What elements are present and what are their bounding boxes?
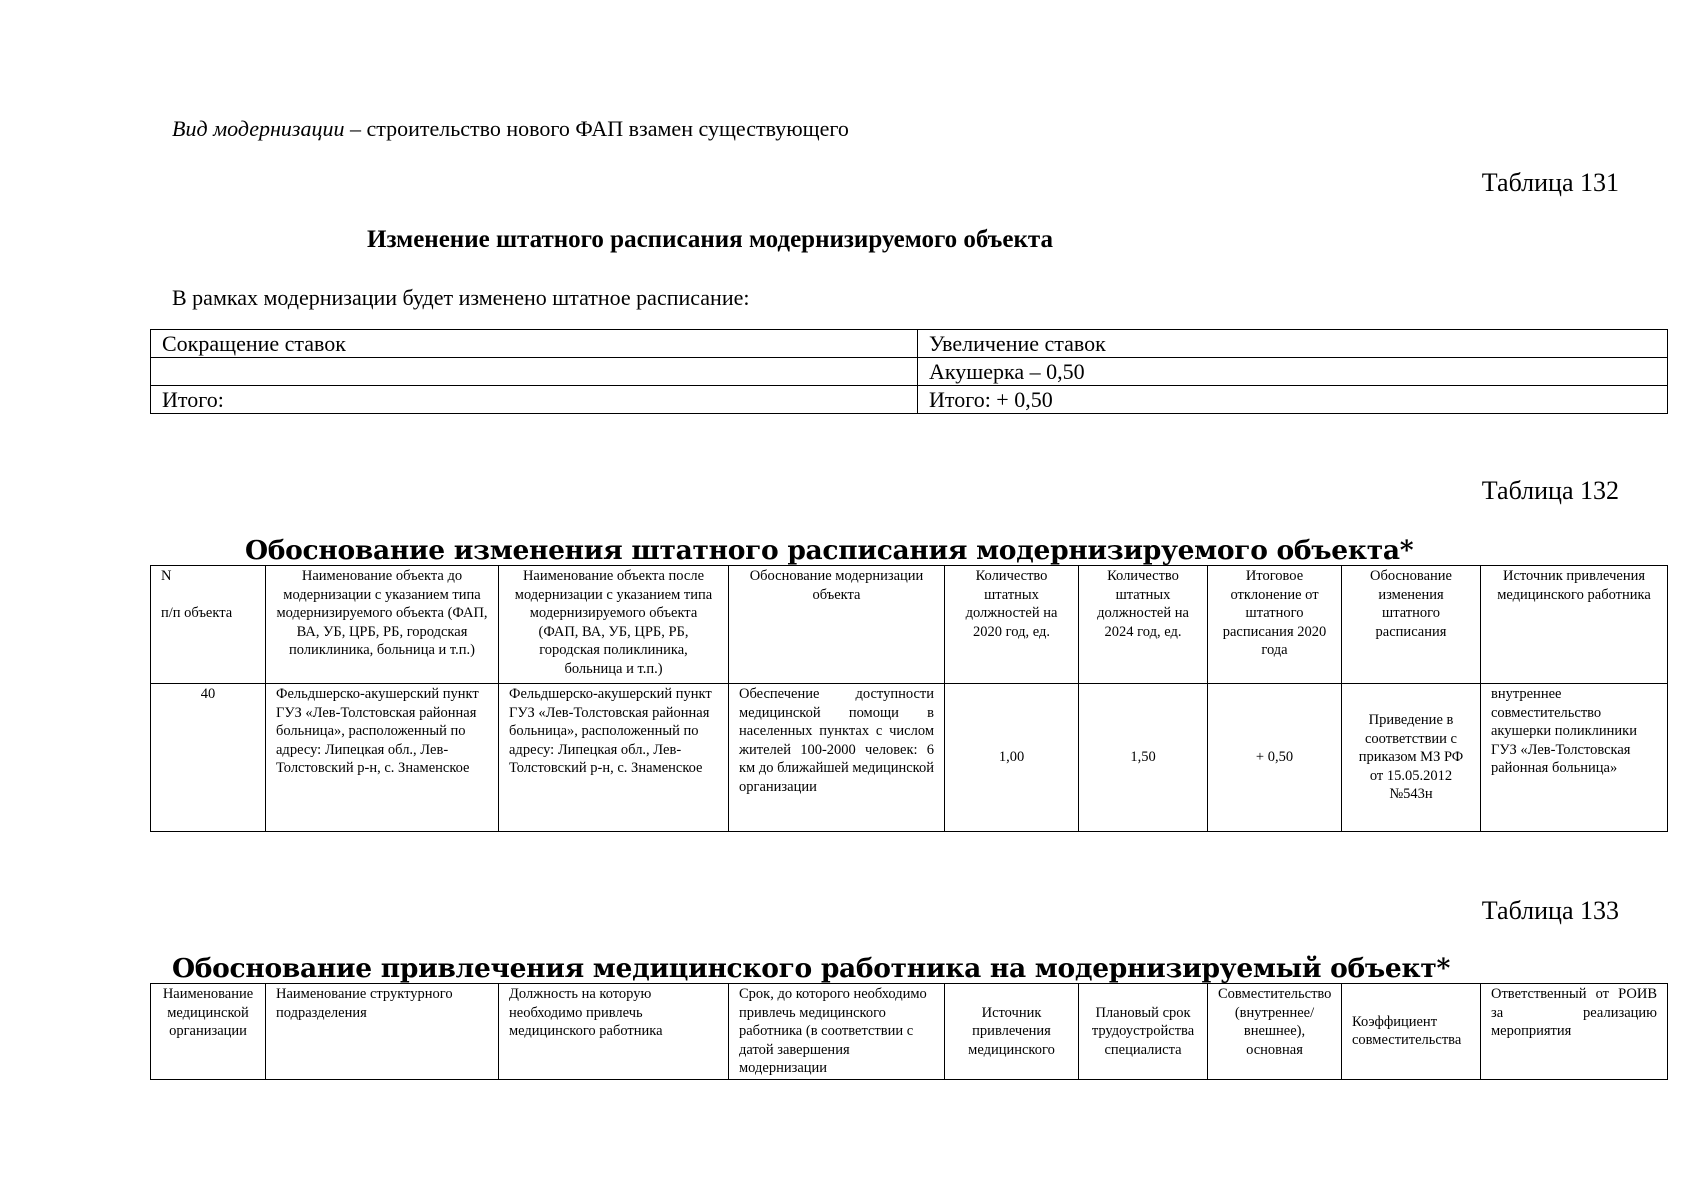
table-cell: Итого: [151, 386, 918, 414]
modernization-type-line [172, 116, 849, 142]
table-cell: Фельдшерско-акушерский пункт ГУЗ «Лев-Толстовская районная больница», расположенный по адресу: Липецкая обл., Лев-Толстовский р-н, с. Знаменское [499, 684, 729, 832]
table-131-intro: В рамках модернизации будет изменено штатное расписание: [172, 285, 750, 310]
table-cell: Сокращение ставок [151, 330, 918, 358]
table-row [151, 330, 1668, 358]
column-header: N п/п объекта [151, 566, 266, 684]
table-cell: + 0,50 [1208, 684, 1342, 832]
table-header-row [151, 984, 1668, 1080]
table-row [151, 358, 1668, 386]
modernization-type-label: Вид модернизации [172, 116, 345, 141]
table-cell: 40 [151, 684, 266, 832]
table-row [151, 386, 1668, 414]
table-131-title: Изменение штатного расписания модернизируемого объекта [367, 226, 1053, 253]
column-header: Наименование структурного подразделения [266, 984, 499, 1080]
modernization-type-value: – строительство нового ФАП взамен существующего [344, 116, 849, 141]
worker-attraction-table [150, 983, 1668, 1080]
column-header: Наименование объекта до модернизации с указанием типа модернизируемого объекта (ФАП, ВА, УБ, ЦРБ, РБ, городская поликлиника, больница и т.п.) [266, 566, 499, 684]
table-cell: Акушерка – 0,50 [918, 358, 1668, 386]
column-header: Плановый срок трудоустройства специалиста [1079, 984, 1208, 1080]
table-cell: Приведение в соответствии с приказом МЗ РФ от 15.05.2012 №543н [1342, 684, 1481, 832]
table-133-title: Обоснование привлечения медицинского работника на модернизируемый объект* [172, 953, 1451, 984]
table-cell: внутреннее совместительство акушерки поликлиники ГУЗ «Лев-Толстовская районная больница» [1481, 684, 1668, 832]
table-cell: Увеличение ставок [918, 330, 1668, 358]
table-cell: 1,50 [1079, 684, 1208, 832]
column-header: Коэффициент совместительства [1342, 984, 1481, 1080]
column-header: Срок, до которого необходимо привлечь медицинского работника (в соответствии с датой завершения модернизации [729, 984, 945, 1080]
column-header: Обоснование модернизации объекта [729, 566, 945, 684]
table-133-number: Таблица 133 [1481, 896, 1619, 925]
table-131-number: Таблица 131 [1481, 168, 1619, 197]
column-header: Количество штатных должностей на 2024 год, ед. [1079, 566, 1208, 684]
table-cell: Обеспечение доступности медицинской помощи в населенных пунктах с числом жителей 100-2000 человек: 6 км до ближайшей медицинской организации [729, 684, 945, 832]
table-cell: 1,00 [945, 684, 1079, 832]
table-row [151, 684, 1668, 832]
column-header: Итоговое отклонение от штатного расписания 2020 года [1208, 566, 1342, 684]
column-header: Источник привлечения медицинского работника [1481, 566, 1668, 684]
column-header: Наименование медицинской организации [151, 984, 266, 1080]
column-header: Количество штатных должностей на 2020 год, ед. [945, 566, 1079, 684]
table-132-number: Таблица 132 [1481, 476, 1619, 505]
table-header-row [151, 566, 1668, 684]
table-cell: Итого: + 0,50 [918, 386, 1668, 414]
column-header: Совместительство (внутреннее/внешнее), основная [1208, 984, 1342, 1080]
table-cell: Фельдшерско-акушерский пункт ГУЗ «Лев-Толстовская районная больница», расположенный по адресу: Липецкая обл., Лев-Толстовский р-н, с. Знаменское [266, 684, 499, 832]
column-header: Ответственный от РОИВ за реализацию мероприятия [1481, 984, 1668, 1080]
column-header: Наименование объекта после модернизации с указанием типа модернизируемого объекта (ФАП, ВА, УБ, ЦРБ, РБ, городская поликлиника, больница и т.п.) [499, 566, 729, 684]
column-header: Источник привлечения медицинского [945, 984, 1079, 1080]
table-cell [151, 358, 918, 386]
column-header: Должность на которую необходимо привлечь медицинского работника [499, 984, 729, 1080]
staffing-justification-table [150, 565, 1668, 832]
column-header: Обоснование изменения штатного расписания [1342, 566, 1481, 684]
staffing-change-table [150, 329, 1668, 414]
table-132-title: Обоснование изменения штатного расписания модернизируемого объекта* [245, 535, 1414, 566]
